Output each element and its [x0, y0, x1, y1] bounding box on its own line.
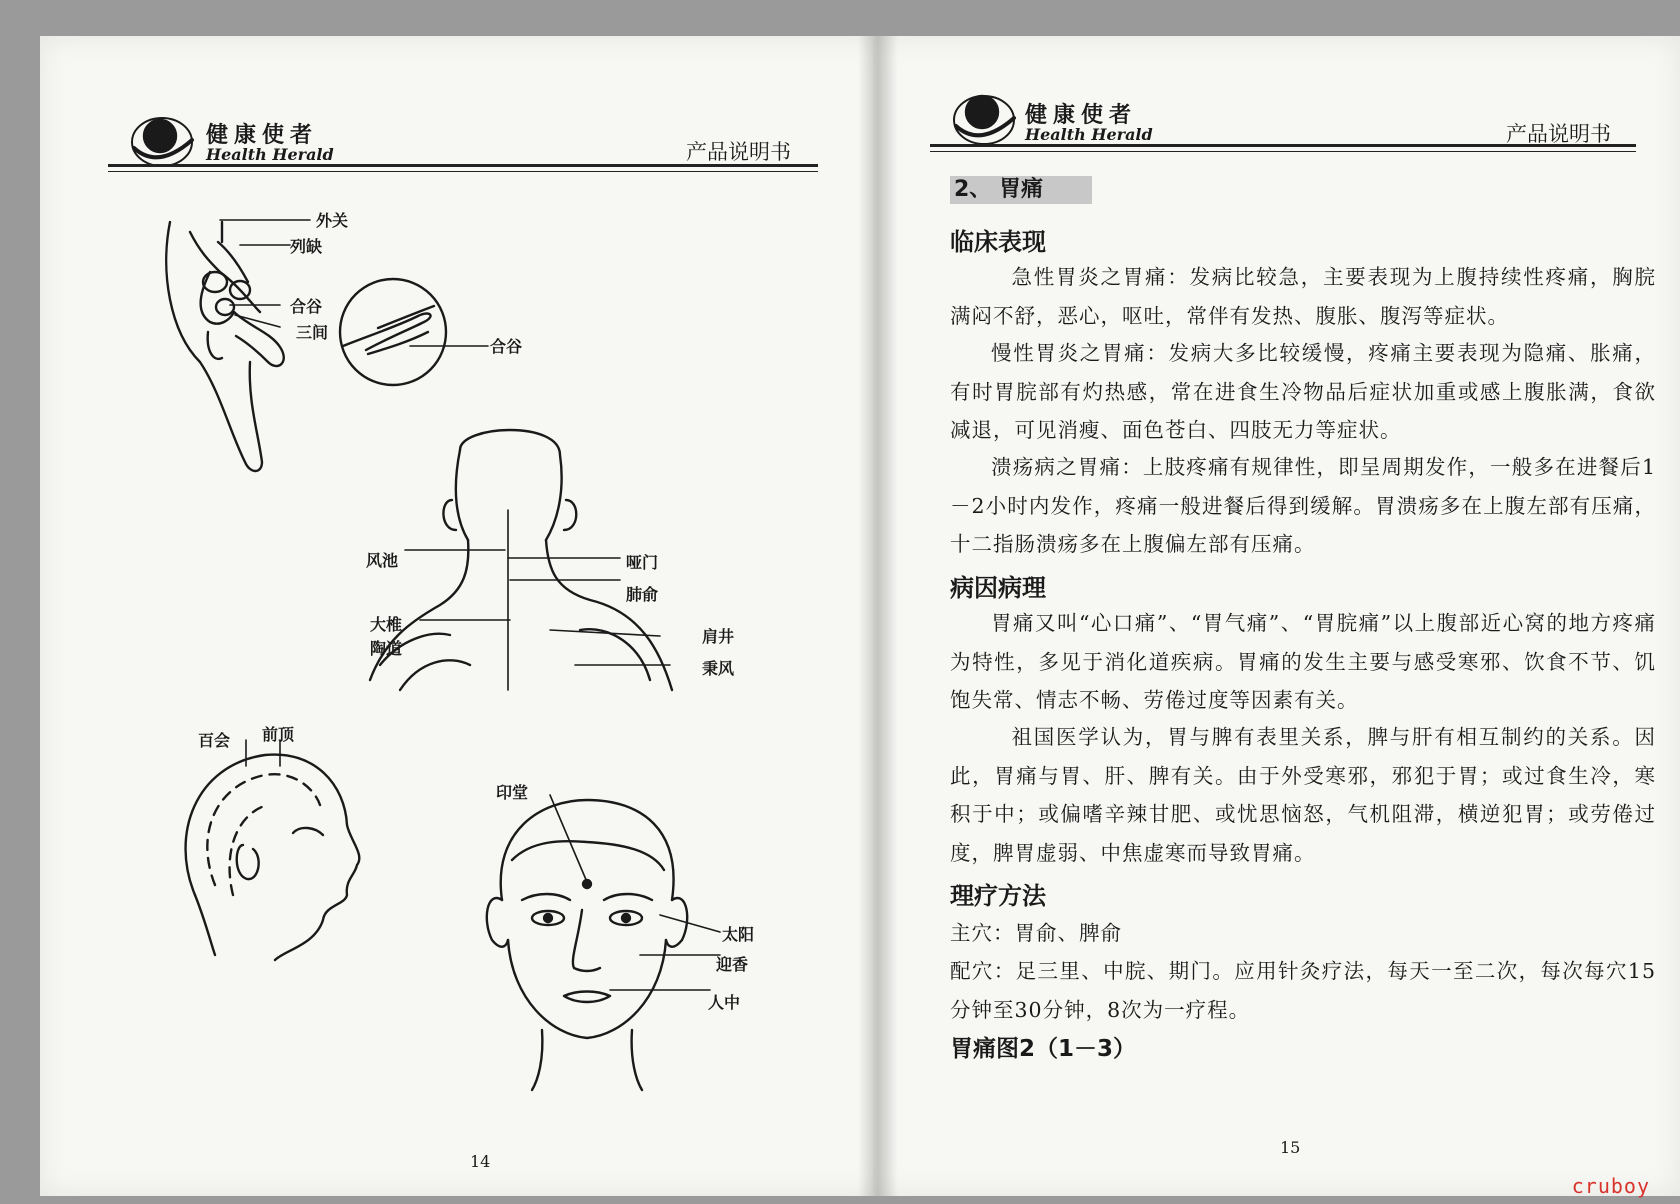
heading-cause: 病因病理 [950, 574, 1046, 602]
logo-icon [128, 112, 198, 172]
pointer-lines-back [400, 540, 720, 680]
label-lieque: 列缺 [290, 237, 323, 256]
page-number: 15 [1280, 1138, 1301, 1157]
label-fengchi: 风池 [366, 551, 399, 570]
section-number: 2、 胃痛 [950, 176, 1092, 204]
label-yingxiang: 迎香 [716, 955, 749, 974]
paragraph-cause-1: 胃痛又叫“心口痛”、“胃气痛”、“胃脘痛”以上腹部近心窝的地方疼痛为特性，多见于消化道疾病。胃痛的发生主要与感受寒邪、饮食不节、饥饱失常、情志不畅、劳倦过度等因素有关。 [950, 611, 1656, 712]
main-points: 主穴：胃俞、脾俞 [950, 921, 1122, 945]
label-feishu: 肺俞 [626, 585, 659, 604]
pointer-lines-face [530, 790, 760, 1010]
label-hegu: 合谷 [290, 297, 323, 316]
manual-title: 产品说明书 [686, 140, 791, 164]
label-waiguan: 外关 [316, 211, 349, 230]
label-jianjing: 肩井 [702, 627, 735, 646]
label-qianding: 前顶 [262, 725, 295, 744]
page-number: 14 [470, 1152, 491, 1171]
header-rule [930, 144, 1636, 147]
header-rule-thin [930, 151, 1636, 152]
header-rule-thin [108, 171, 818, 172]
manual-title: 产品说明书 [1506, 122, 1611, 146]
header-rule [108, 164, 818, 167]
heading-clinical: 临床表现 [950, 228, 1046, 256]
label-taiyang: 太阳 [722, 925, 755, 944]
label-renzhong: 人中 [708, 993, 741, 1012]
label-yamen: 哑门 [626, 553, 659, 572]
side-head-illustration [175, 745, 375, 965]
figure-title: 胃痛图2（1－3） [950, 1036, 1137, 1062]
label-bingfeng: 秉风 [702, 659, 735, 678]
book-gutter [858, 36, 898, 1196]
hegu-zoom-circle [338, 276, 498, 396]
aux-points: 配穴：足三里、中脘、期门。应用针灸疗法，每天一至二次，每次每穴15分钟至30分钟，8次为一疗程。 [950, 959, 1656, 1022]
label-hegu-zoom: 合谷 [490, 337, 523, 356]
paragraph-ulcer: 溃疡病之胃痛：上肢疼痛有规律性，即呈周期发作，一般多在进餐后1－2小时内发作，疼痛一般进餐后得到缓解。胃溃疡多在上腹左部有压痛，十二指肠溃疡多在上腹偏左部有压痛。 [950, 455, 1656, 556]
brand-name-en: Health Herald [206, 145, 334, 164]
label-yintang: 印堂 [496, 783, 529, 802]
label-taodao: 陶道 [370, 639, 403, 658]
label-sanjian: 三间 [296, 323, 329, 342]
paragraph-chronic: 慢性胃炎之胃痛：发病大多比较缓慢，疼痛主要表现为隐痛、胀痛，有时胃脘部有灼热感，常在进食生冷物品后症状加重或感上腹胀满，食欲减退，可见消瘦、面色苍白、四肢无力等症状。 [950, 341, 1656, 442]
label-dazhui: 大椎 [370, 615, 403, 634]
label-baihui: 百会 [198, 731, 231, 750]
brand-name-en: Health Herald [1025, 125, 1153, 144]
brand-name-cn: 健康使者 [1025, 103, 1138, 128]
paragraph-acute: 急性胃炎之胃痛：发病比较急，主要表现为上腹持续性疼痛，胸脘满闷不舒，恶心，呕吐，常伴有发热、腹胀、腹泻等症状。 [950, 265, 1656, 328]
heading-therapy: 理疗方法 [950, 882, 1046, 910]
logo-icon [950, 90, 1020, 150]
brand-name-cn: 健康使者 [206, 123, 319, 148]
paragraph-cause-2: 祖国医学认为，胃与脾有表里关系，脾与肝有相互制约的关系。因此，胃痛与胃、肝、脾有关。由于外受寒邪，邪犯于胃；或过食生冷，寒积于中；或偏嗜辛辣甘肥、或忧思恼怒，气机阻滞，横逆犯胃；或劳倦过度，脾胃虚弱、中焦虚寒而导致胃痛。 [950, 725, 1656, 865]
watermark: cruboy [1571, 1174, 1650, 1198]
